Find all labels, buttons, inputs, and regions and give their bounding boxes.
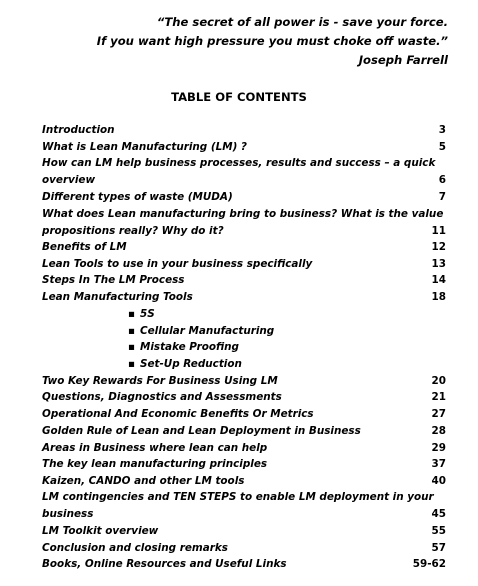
toc-entry[interactable] xyxy=(42,540,446,557)
bullet-icon: ▪ xyxy=(128,308,136,320)
toc-entry-page: 14 xyxy=(431,274,446,286)
toc-entry-title: Introduction xyxy=(42,124,115,136)
toc-entry-title: Areas in Business where lean can help xyxy=(42,442,268,454)
toc-entry[interactable] xyxy=(42,423,446,440)
toc-entry-title: Golden Rule of Lean and Lean Deployment in Business xyxy=(42,425,361,437)
toc-entry-title: LM Toolkit overview xyxy=(42,525,159,537)
toc-entry-page: 45 xyxy=(431,508,446,520)
toc-entry-page: 5 xyxy=(438,141,446,153)
toc-entry-page: 57 xyxy=(431,542,446,554)
toc-entry-title: Two Key Rewards For Business Using LM xyxy=(42,375,278,387)
bullet-icon: ▪ xyxy=(128,358,136,370)
toc-entry-title: What does Lean manufacturing bring to business? What is the value propositions really? Why do it? xyxy=(42,208,444,237)
toc-entry-title: How can LM help business processes, results and success – a quick overview xyxy=(42,157,436,186)
toc-entry-title: What is Lean Manufacturing (LM) ? xyxy=(42,141,247,153)
toc-entry[interactable] xyxy=(42,440,446,457)
toc-entry-title: LM contingencies and TEN STEPS to enable LM deployment in your business xyxy=(42,491,434,520)
toc-subitem[interactable] xyxy=(128,306,155,323)
toc-subitem-label: 5S xyxy=(140,308,155,320)
toc-entry-page: 40 xyxy=(431,475,446,487)
toc-entry-page: 55 xyxy=(431,525,446,537)
toc-entry[interactable] xyxy=(42,155,446,189)
toc-entry-title: Books, Online Resources and Useful Links xyxy=(42,558,287,570)
toc-entry-page: 13 xyxy=(431,258,446,270)
toc-entry-page: 28 xyxy=(431,425,446,437)
toc-entry[interactable] xyxy=(42,489,446,523)
toc-entry[interactable] xyxy=(42,122,446,139)
toc-subitem-label: Set-Up Reduction xyxy=(140,358,242,370)
toc-entry-title: Operational And Economic Benefits Or Metrics xyxy=(42,408,314,420)
toc-entry-page: 7 xyxy=(438,191,446,203)
toc-entry-title: Different types of waste (MUDA) xyxy=(42,191,233,203)
toc-entry[interactable] xyxy=(42,389,446,406)
toc-entry[interactable] xyxy=(42,256,446,273)
toc-entry-title: Kaizen, CANDO and other LM tools xyxy=(42,475,245,487)
toc-entry[interactable] xyxy=(42,556,446,573)
toc-subitem-label: Mistake Proofing xyxy=(140,341,239,353)
toc-entry[interactable] xyxy=(42,189,446,206)
toc-entry[interactable] xyxy=(42,373,446,390)
toc-entry-page: 21 xyxy=(431,391,446,403)
quote-line-2: If you want high pressure you must choke off waste.” xyxy=(96,34,448,48)
toc-entry-page: 12 xyxy=(431,241,446,253)
toc-entry-title: Steps In The LM Process xyxy=(42,274,185,286)
toc-entry-title: The key lean manufacturing principles xyxy=(42,458,268,470)
toc-entry[interactable] xyxy=(42,239,446,256)
toc-entry[interactable] xyxy=(42,456,446,473)
toc-entry[interactable] xyxy=(42,139,446,156)
quote-author: Joseph Farrell xyxy=(358,53,448,67)
toc-entry-page: 3 xyxy=(438,124,446,136)
toc-subitem-label: Cellular Manufacturing xyxy=(140,325,275,337)
bullet-icon: ▪ xyxy=(128,325,136,337)
toc-entry-title: Questions, Diagnostics and Assessments xyxy=(42,391,282,403)
toc-entry[interactable] xyxy=(42,289,446,306)
toc-subitem[interactable] xyxy=(128,339,239,356)
toc-entry[interactable] xyxy=(42,272,446,289)
toc-heading: TABLE OF CONTENTS xyxy=(171,90,307,104)
toc-entry[interactable] xyxy=(42,523,446,540)
quote-line-1: “The secret of all power is - save your force. xyxy=(156,15,448,29)
toc-entry-title: Benefits of LM xyxy=(42,241,127,253)
toc-entry-page: 18 xyxy=(431,291,446,303)
toc-subitem[interactable] xyxy=(128,323,274,340)
toc-entry[interactable] xyxy=(42,206,446,240)
toc-entry-title: Lean Manufacturing Tools xyxy=(42,291,193,303)
bullet-icon: ▪ xyxy=(128,341,136,353)
toc-entry-title: Conclusion and closing remarks xyxy=(42,542,228,554)
toc-subitem[interactable] xyxy=(128,356,242,373)
toc-entry-title: Lean Tools to use in your business specifically xyxy=(42,258,313,270)
toc-entry[interactable] xyxy=(42,406,446,423)
toc-entry-page: 59-62 xyxy=(412,558,446,570)
toc-entry-page: 11 xyxy=(431,225,446,237)
toc-entry-page: 27 xyxy=(431,408,446,420)
toc-entry-page: 20 xyxy=(431,375,446,387)
toc-entry-page: 37 xyxy=(431,458,446,470)
toc-entry[interactable] xyxy=(42,473,446,490)
toc-entry-page: 6 xyxy=(438,174,446,186)
toc-entry-page: 29 xyxy=(431,442,446,454)
